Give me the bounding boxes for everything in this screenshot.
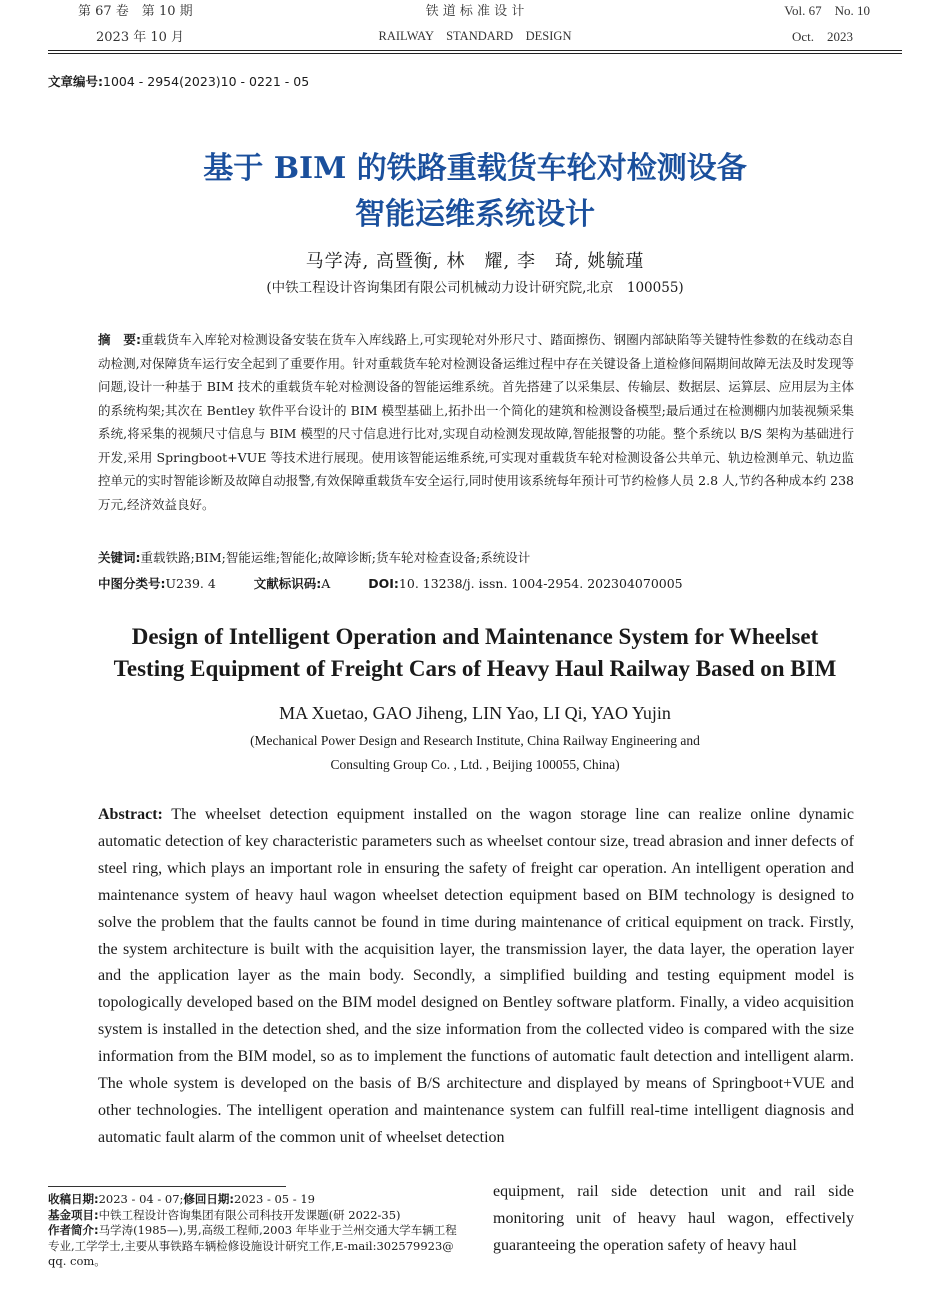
fund-value: 中铁工程设计咨询集团有限公司科技开发课题(研 2022-35) [98,1207,401,1222]
footnotes [48,1192,466,1270]
keywords-cn [98,548,530,566]
title-en-line2: Testing Equipment of Freight Cars of Heavy Haul Railway Based on BIM [113,656,837,681]
abstract-cn-text: 重载货车入库轮对检测设备安装在货车入库线路上,可实现轮对外形尺寸、踏面擦伤、钢圈内部缺陷等关键特性参数的在线动态自动检测,对保障货车运行安全起到了重要作用。针对重载货车轮对检测设备运维过程中存在关键设备上道检修间隔期间故障无法及时发现等问题,设计一种基于 BIM 技术的重载货车轮对检测设备的智能运维系统。首先搭建了以采集层、传输层、数据层、运算层、应用层为主体的系统构架;其次在 Bentley 软件平台设计的 BIM 模型基础上,拓扑出一个简化的建筑和检测设备模型;最后通过在检测棚内加装视频采集系统,将采集的视频尺寸信息与 BIM 模型的尺寸信息进行比对,实现自动检测发现故障,智能报警的功能。整个系统以 B/S 架构为基础进行开发,采用 Springboot+VUE 等技术进行展现。使用该智能运维系统,可实现对重载货车轮对检测设备公共单元、轨边检测单元、轨边监控单元的实时智能诊断及故障自动报警,有效保障重载货车安全运行,同时使用该系统每年预计可节约检修人员 2.8 人,节约各种成本约 238 万元,经济效益良好。 [98,332,855,512]
header-journal-cn: 铁 道 标 准 设 计 [425,4,525,19]
header-volume-cn: 第 67 卷 第 10 期 [78,4,193,19]
received-label: 收稿日期: [48,1192,99,1206]
abstract-cn-label: 摘 要: [98,332,141,347]
abstract-en [98,802,854,1152]
doc-code-value: A [321,576,331,591]
revised-value: 2023 - 05 - 19 [234,1192,315,1206]
keywords-cn-label: 关键词: [98,550,141,565]
doi-value: 10. 13238/j. issn. 1004-2954. 202304070005 [398,576,683,591]
header-rule [48,50,902,51]
header-volume-en: Vol. 67 No. 10 [784,3,870,18]
footnote-fund [48,1208,466,1224]
affiliation-en-line1: (Mechanical Power Design and Research Institute, China Railway Engineering and [250,733,700,748]
footnote-author [48,1223,466,1270]
header-date-cn: 2023 年 10 月 [96,30,185,45]
clc-label: 中图分类号: [98,576,166,591]
header-date-en: Oct. 2023 [791,29,853,44]
affiliation-en-line2: Consulting Group Co. , Ltd. , Beijing 100055, China) [330,757,620,772]
abstract-en-continuation: equipment, rail side detection unit and rail side monitoring unit of heavy haul wagon, effectively guaranteeing the operation safety of heavy haul [493,1183,854,1254]
clc-value: U239. 4 [165,576,216,591]
authors-cn: 马学涛, 高暨衡, 林 耀, 李 琦, 姚毓瑾 [305,251,645,272]
doi-label: DOI: [368,576,399,591]
header-rule-thin [48,53,902,54]
title-cn-line2: 智能运维系统设计 [355,197,595,232]
affiliation-cn: (中铁工程设计咨询集团有限公司机械动力设计研究院,北京 100055) [266,280,684,296]
received-value: 2023 - 04 - 07; [98,1192,184,1206]
article-number [48,72,309,90]
article-number-value: 1004 - 2954(2023)10 - 0221 - 05 [103,74,310,89]
author-bio-label: 作者简介: [48,1223,99,1237]
author-bio-value: 马学涛(1985—),男,高级工程师,2003 年毕业于兰州交通大学车辆工程专业,工学学士,主要从事铁路车辆检修设施设计研究工作,E-mail:302579923@ qq. com。 [48,1223,457,1268]
authors-en: MA Xuetao, GAO Jiheng, LIN Yao, LI Qi, YAO Yujin [279,703,671,723]
abstract-en-label: Abstract: [98,806,163,823]
revised-label: 修回日期: [183,1192,235,1206]
doc-code-label: 文献标识码: [253,576,322,591]
keywords-cn-text: 重载铁路;BIM;智能运维;智能化;故障诊断;货车轮对检查设备;系统设计 [140,550,531,565]
footnote-dates [48,1192,466,1208]
footnote-rule [48,1186,286,1187]
title-en-line1: Design of Intelligent Operation and Maintenance System for Wheelset [131,624,819,649]
classification-row [98,574,683,592]
article-number-label: 文章编号: [48,74,103,89]
abstract-en-text: The wheelset detection equipment installed on the wagon storage line can realize online dynamic automatic detection of key characteristic parameters such as wheelset contour size, tread abrasion and inner defects of steel ring, which plays an important role in ensuring the safety of freight car operation. An intelligent operation and maintenance system of heavy haul wagon wheelset detection equipment based on BIM technology is designed to solve the problem that the faults cannot be found in time during maintenance of critical equipment on track. Firstly, the system architecture is built with the acquisition layer, the transmission layer, the data layer, the operation layer and the application layer as the main body. Secondly, a simplified building and testing equipment model is topologically developed based on the BIM model designed on Bentley software platform. Finally, a video acquisition system is installed in the detection shed, and the size information from the collected video is compared with the size information from the BIM model, so as to implement the functions of automatic fault detection and intelligent alarm. The whole system is developed on the basis of B/S architecture and displayed by means of Springboot+VUE and other technologies. The intelligent operation and maintenance system can fulfill real-time intelligent diagnosis and automatic fault alarm of the common unit of wheelset detection [98,806,854,1146]
abstract-cn [98,328,854,516]
title-cn-line1: 基于 BIM 的铁路重载货车轮对检测设备 [203,151,747,186]
header-journal-en: RAILWAY STANDARD DESIGN [378,29,572,43]
fund-label: 基金项目: [48,1207,99,1222]
